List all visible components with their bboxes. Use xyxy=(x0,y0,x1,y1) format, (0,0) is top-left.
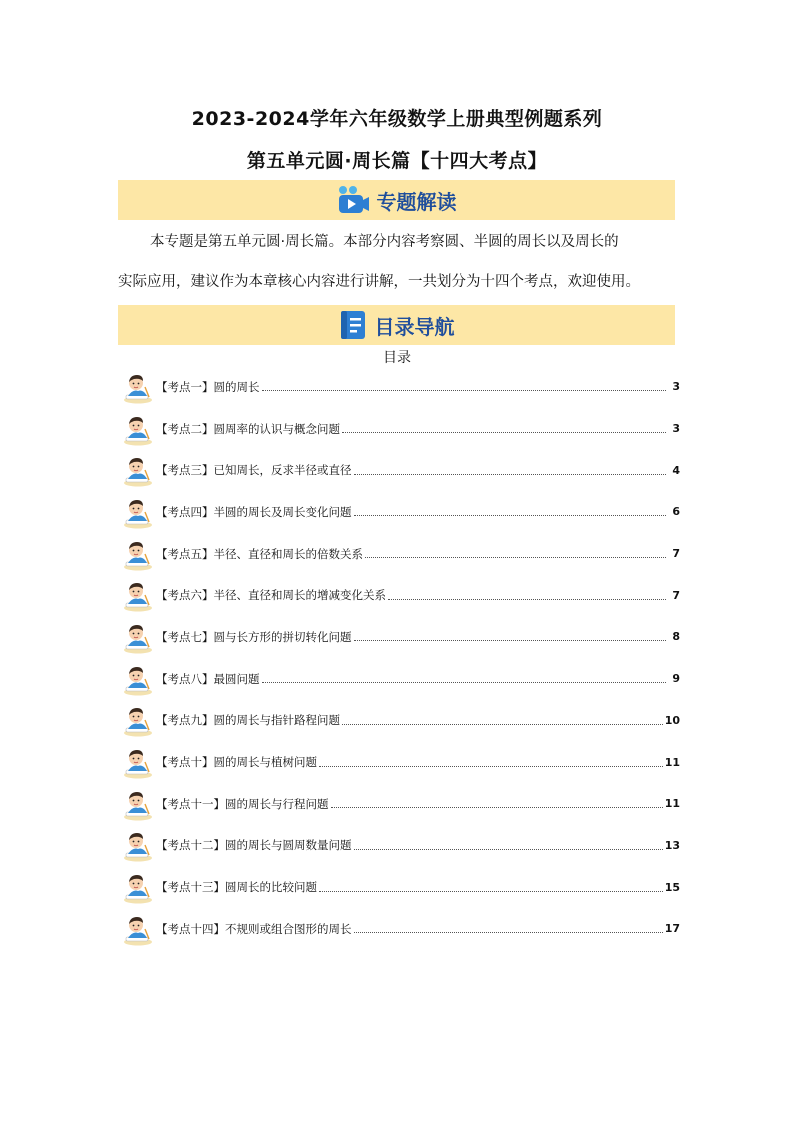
toc-dot-leader xyxy=(354,849,663,850)
toc-dot-leader xyxy=(354,515,667,516)
toc-entry-label: 【考点四】半圆的周长及周长变化问题 xyxy=(156,504,352,519)
toc-page-number: 3 xyxy=(672,422,680,436)
toc-dot-leader xyxy=(342,724,663,725)
toc-page-number: 7 xyxy=(672,547,680,561)
toc-entry[interactable] xyxy=(120,783,680,825)
toc-page-number: 10 xyxy=(664,713,680,727)
toc-entry[interactable] xyxy=(120,658,680,700)
toc-entry-label: 【考点一】圆的周长 xyxy=(156,379,260,394)
student-avatar-icon xyxy=(120,912,154,946)
toc-dot-leader xyxy=(388,599,666,600)
document-subtitle: 第五单元圆·周长篇【十四大考点】 xyxy=(246,150,548,172)
table-of-contents xyxy=(120,366,680,950)
student-avatar-icon xyxy=(120,620,154,654)
toc-entry[interactable] xyxy=(120,574,680,616)
toc-entry-label: 【考点二】圆周率的认识与概念问题 xyxy=(156,421,340,436)
toc-entry-label: 【考点五】半径、直径和周长的倍数关系 xyxy=(156,546,363,561)
section-title-toc: 目录导航 xyxy=(374,314,455,339)
toc-entry[interactable] xyxy=(120,366,680,408)
toc-entry[interactable] xyxy=(120,491,680,533)
toc-entry[interactable] xyxy=(120,741,680,783)
toc-entry-label: 【考点三】已知周长，反求半径或直径 xyxy=(156,463,352,478)
toc-entry[interactable] xyxy=(120,408,680,450)
section-banner-intro xyxy=(118,180,675,220)
toc-dot-leader xyxy=(342,432,666,433)
student-avatar-icon xyxy=(120,537,154,571)
toc-entry[interactable] xyxy=(120,616,680,658)
toc-page-number: 4 xyxy=(672,463,680,477)
toc-entry[interactable] xyxy=(120,908,680,950)
toc-page-number: 8 xyxy=(672,630,680,644)
toc-entry[interactable] xyxy=(120,700,680,742)
student-avatar-icon xyxy=(120,578,154,612)
toc-dot-leader xyxy=(319,891,663,892)
toc-entry-label: 【考点十】圆的周长与植树问题 xyxy=(156,755,317,770)
toc-entry-label: 【考点十四】不规则或组合图形的周长 xyxy=(156,921,352,936)
toc-dot-leader xyxy=(354,640,667,641)
toc-dot-leader xyxy=(319,766,663,767)
toc-heading: 目录 xyxy=(383,350,411,366)
student-avatar-icon xyxy=(120,412,154,446)
student-avatar-icon xyxy=(120,495,154,529)
toc-dot-leader xyxy=(354,932,663,933)
toc-entry[interactable] xyxy=(120,449,680,491)
student-avatar-icon xyxy=(120,828,154,862)
toc-dot-leader xyxy=(262,682,667,683)
toc-page-number: 9 xyxy=(672,672,680,686)
section-banner-toc xyxy=(118,305,675,345)
student-avatar-icon xyxy=(120,870,154,904)
toc-page-number: 17 xyxy=(664,922,680,936)
student-avatar-icon xyxy=(120,745,154,779)
toc-page-number: 13 xyxy=(664,838,680,852)
toc-page-number: 15 xyxy=(664,880,680,894)
video-camera-icon xyxy=(337,185,371,215)
intro-paragraph-line1: 本专题是第五单元圆·周长篇。本部分内容考察圆、半圆的周长以及周长的 xyxy=(150,234,619,250)
toc-page-number: 11 xyxy=(664,797,680,811)
toc-page-number: 6 xyxy=(672,505,680,519)
toc-dot-leader xyxy=(365,557,666,558)
toc-dot-leader xyxy=(354,474,667,475)
book-icon xyxy=(339,309,369,341)
toc-entry-label: 【考点十二】圆的周长与圆周数量问题 xyxy=(156,838,352,853)
student-avatar-icon xyxy=(120,703,154,737)
toc-entry-label: 【考点六】半径、直径和周长的增减变化关系 xyxy=(156,588,386,603)
section-title-intro: 专题解读 xyxy=(376,189,457,214)
toc-entry[interactable] xyxy=(120,866,680,908)
intro-paragraph-line2: 实际应用，建议作为本章核心内容进行讲解，一共划分为十四个考点，欢迎使用。 xyxy=(118,274,640,290)
toc-entry-label: 【考点十三】圆周长的比较问题 xyxy=(156,880,317,895)
toc-page-number: 11 xyxy=(664,755,680,769)
toc-entry-label: 【考点七】圆与长方形的拼切转化问题 xyxy=(156,629,352,644)
student-avatar-icon xyxy=(120,370,154,404)
toc-dot-leader xyxy=(331,807,663,808)
toc-entry-label: 【考点九】圆的周长与指针路程问题 xyxy=(156,713,340,728)
toc-dot-leader xyxy=(262,390,667,391)
toc-page-number: 3 xyxy=(672,380,680,394)
document-title: 2023-2024学年六年级数学上册典型例题系列 xyxy=(191,108,603,130)
toc-entry[interactable] xyxy=(120,825,680,867)
toc-page-number: 7 xyxy=(672,588,680,602)
toc-entry[interactable] xyxy=(120,533,680,575)
toc-entry-label: 【考点十一】圆的周长与行程问题 xyxy=(156,796,329,811)
student-avatar-icon xyxy=(120,787,154,821)
toc-entry-label: 【考点八】最圆问题 xyxy=(156,671,260,686)
student-avatar-icon xyxy=(120,453,154,487)
student-avatar-icon xyxy=(120,662,154,696)
